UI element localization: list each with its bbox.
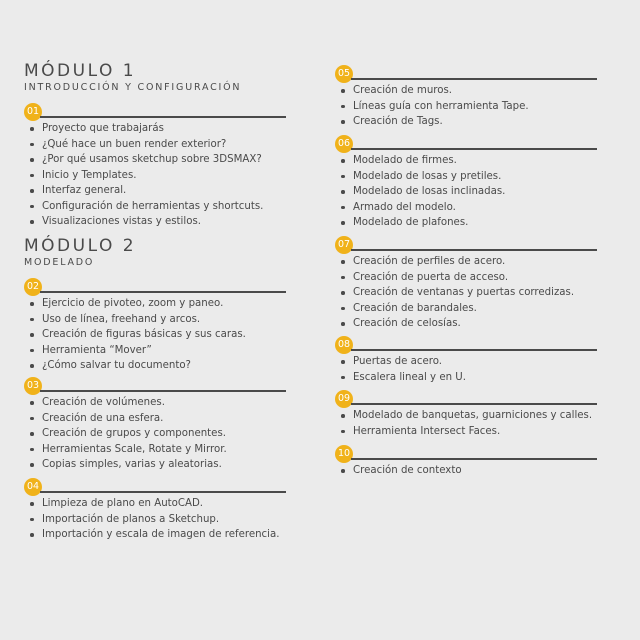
list-item: Modelado de firmes. bbox=[335, 153, 597, 169]
section-header bbox=[335, 65, 597, 83]
module-1-subtitle: INTRODUCCIÓN Y CONFIGURACIÓN bbox=[24, 82, 242, 93]
section-04 bbox=[24, 478, 286, 543]
list-item: Creación de muros. bbox=[335, 83, 597, 99]
section-number-badge: 04 bbox=[24, 478, 42, 496]
section-topic-list bbox=[335, 153, 597, 231]
section-header bbox=[24, 103, 286, 121]
list-item: Creación de puerta de acceso. bbox=[335, 270, 597, 286]
section-09 bbox=[335, 390, 597, 439]
section-divider bbox=[40, 291, 286, 293]
list-item: ¿Por qué usamos sketchup sobre 3DSMAX? bbox=[24, 152, 286, 168]
section-01 bbox=[24, 103, 286, 230]
section-header bbox=[335, 236, 597, 254]
list-item: Creación de una esfera. bbox=[24, 411, 286, 427]
list-item: Herramientas Scale, Rotate y Mirror. bbox=[24, 442, 286, 458]
list-item: Herramienta “Mover” bbox=[24, 343, 286, 359]
list-item: Líneas guía con herramienta Tape. bbox=[335, 99, 597, 115]
section-divider bbox=[351, 78, 597, 80]
section-06 bbox=[335, 135, 597, 231]
section-number-badge: 01 bbox=[24, 103, 42, 121]
section-divider bbox=[351, 249, 597, 251]
list-item: Modelado de losas inclinadas. bbox=[335, 184, 597, 200]
list-item: Creación de figuras básicas y sus caras. bbox=[24, 327, 286, 343]
list-item: Configuración de herramientas y shortcuts. bbox=[24, 199, 286, 215]
list-item: Modelado de banquetas, guarniciones y calles. bbox=[335, 408, 597, 424]
list-item: Creación de Tags. bbox=[335, 114, 597, 130]
module-2-subtitle: MODELADO bbox=[24, 257, 95, 268]
section-header bbox=[24, 478, 286, 496]
list-item: Creación de perfiles de acero. bbox=[335, 254, 597, 270]
list-item: Creación de celosías. bbox=[335, 316, 597, 332]
list-item: Copias simples, varias y aleatorias. bbox=[24, 457, 286, 473]
list-item: Modelado de losas y pretiles. bbox=[335, 169, 597, 185]
list-item: Armado del modelo. bbox=[335, 200, 597, 216]
section-divider bbox=[351, 403, 597, 405]
section-08 bbox=[335, 336, 597, 385]
list-item: Creación de grupos y componentes. bbox=[24, 426, 286, 442]
section-topic-list bbox=[335, 83, 597, 130]
list-item: Importación de planos a Sketchup. bbox=[24, 512, 286, 528]
list-item: Importación y escala de imagen de referencia. bbox=[24, 527, 286, 543]
list-item: Interfaz general. bbox=[24, 183, 286, 199]
list-item: Creación de contexto bbox=[335, 463, 597, 479]
section-topic-list bbox=[335, 254, 597, 332]
section-number-badge: 03 bbox=[24, 377, 42, 395]
section-topic-list bbox=[335, 354, 597, 385]
list-item: Uso de línea, freehand y arcos. bbox=[24, 312, 286, 328]
section-topic-list bbox=[24, 121, 286, 230]
list-item: Modelado de plafones. bbox=[335, 215, 597, 231]
section-header bbox=[335, 135, 597, 153]
section-divider bbox=[351, 349, 597, 351]
list-item: ¿Qué hace un buen render exterior? bbox=[24, 137, 286, 153]
section-number-badge: 05 bbox=[335, 65, 353, 83]
list-item: Visualizaciones vistas y estilos. bbox=[24, 214, 286, 230]
section-topic-list bbox=[335, 463, 597, 479]
section-10 bbox=[335, 445, 597, 479]
section-divider bbox=[40, 390, 286, 392]
section-number-badge: 07 bbox=[335, 236, 353, 254]
list-item: Puertas de acero. bbox=[335, 354, 597, 370]
list-item: Limpieza de plano en AutoCAD. bbox=[24, 496, 286, 512]
section-divider bbox=[351, 458, 597, 460]
list-item: Escalera lineal y en U. bbox=[335, 370, 597, 386]
section-number-badge: 10 bbox=[335, 445, 353, 463]
section-topic-list bbox=[24, 496, 286, 543]
list-item: Ejercicio de pivoteo, zoom y paneo. bbox=[24, 296, 286, 312]
section-header bbox=[335, 390, 597, 408]
section-07 bbox=[335, 236, 597, 332]
module-2-title: MÓDULO 2 bbox=[24, 236, 137, 256]
section-03 bbox=[24, 377, 286, 473]
module-1-title: MÓDULO 1 bbox=[24, 61, 137, 81]
section-header bbox=[335, 336, 597, 354]
section-divider bbox=[40, 116, 286, 118]
list-item: Inicio y Templates. bbox=[24, 168, 286, 184]
section-header bbox=[24, 278, 286, 296]
section-05 bbox=[335, 65, 597, 130]
section-divider bbox=[40, 491, 286, 493]
section-header bbox=[335, 445, 597, 463]
section-divider bbox=[351, 148, 597, 150]
list-item: Creación de barandales. bbox=[335, 301, 597, 317]
section-number-badge: 02 bbox=[24, 278, 42, 296]
list-item: Creación de ventanas y puertas corredizas. bbox=[335, 285, 597, 301]
section-topic-list bbox=[24, 395, 286, 473]
list-item: Proyecto que trabajarás bbox=[24, 121, 286, 137]
list-item: Herramienta Intersect Faces. bbox=[335, 424, 597, 440]
section-header bbox=[24, 377, 286, 395]
section-02 bbox=[24, 278, 286, 374]
section-number-badge: 08 bbox=[335, 336, 353, 354]
list-item: ¿Cómo salvar tu documento? bbox=[24, 358, 286, 374]
section-topic-list bbox=[335, 408, 597, 439]
section-number-badge: 09 bbox=[335, 390, 353, 408]
section-number-badge: 06 bbox=[335, 135, 353, 153]
list-item: Creación de volúmenes. bbox=[24, 395, 286, 411]
section-topic-list bbox=[24, 296, 286, 374]
